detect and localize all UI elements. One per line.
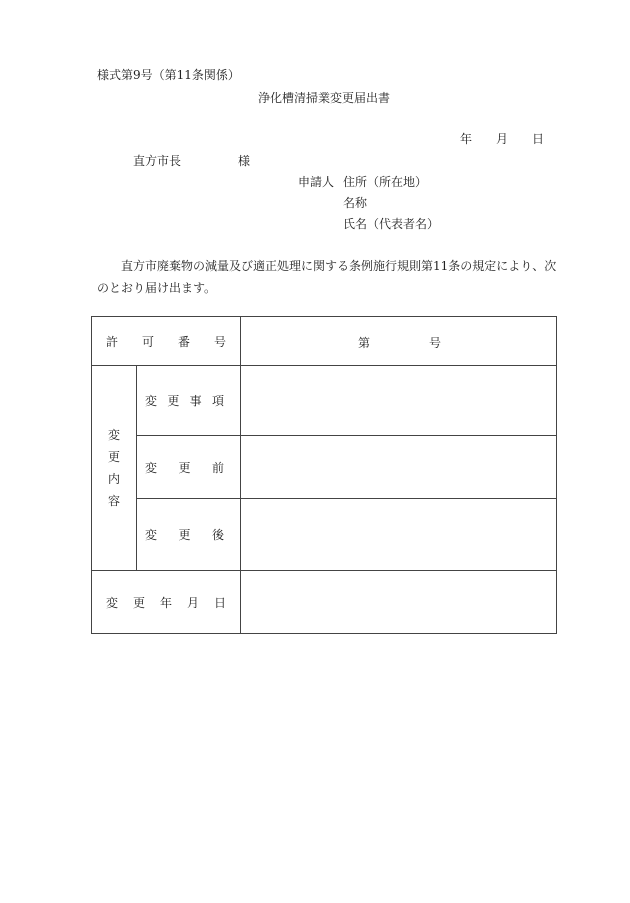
before-change-row	[92, 436, 557, 499]
permit-number-label: 許可番号	[92, 317, 241, 366]
body-text: 直方市廃棄物の減量及び適正処理に関する条例施行規則第11条の規定により、次のとおり届け出ます。	[97, 259, 557, 295]
date-year-label: 年	[460, 132, 473, 146]
permit-number-row	[92, 317, 557, 366]
after-change-row	[92, 499, 557, 571]
change-content-char: 変	[107, 428, 120, 442]
change-content-char: 容	[107, 494, 120, 508]
permit-number-suffix: 号	[429, 336, 442, 350]
change-form-table	[91, 316, 557, 634]
address-label: 住所（所在地）	[343, 175, 428, 189]
organization-name-label: 名称	[343, 196, 368, 210]
before-change-field[interactable]	[241, 436, 557, 499]
change-item-label: 変更事項	[137, 366, 241, 436]
form-number: 様式第9号（第11条関係）	[97, 68, 240, 82]
addressee-honorific: 様	[238, 154, 251, 168]
change-content-label	[92, 366, 137, 571]
representative-name-label: 氏名（代表者名）	[343, 217, 440, 231]
document-title: 浄化槽清掃業変更届出書	[258, 91, 391, 105]
before-change-label: 変更前	[137, 436, 241, 499]
after-change-field[interactable]	[241, 499, 557, 571]
applicant-label: 申請人	[298, 175, 335, 189]
addressee-name: 直方市長	[133, 154, 182, 168]
change-content-char: 更	[107, 450, 120, 464]
change-content-char: 内	[107, 472, 120, 486]
change-date-field[interactable]	[241, 571, 557, 634]
after-change-label: 変更後	[137, 499, 241, 571]
date-day-label: 日	[532, 132, 545, 146]
change-item-row	[92, 366, 557, 436]
permit-number-prefix: 第	[358, 336, 371, 350]
change-item-field[interactable]	[241, 366, 557, 436]
change-date-label: 変更年月日	[92, 571, 241, 634]
date-month-label: 月	[496, 132, 509, 146]
change-date-row	[92, 571, 557, 634]
permit-number-field[interactable]	[241, 317, 557, 366]
